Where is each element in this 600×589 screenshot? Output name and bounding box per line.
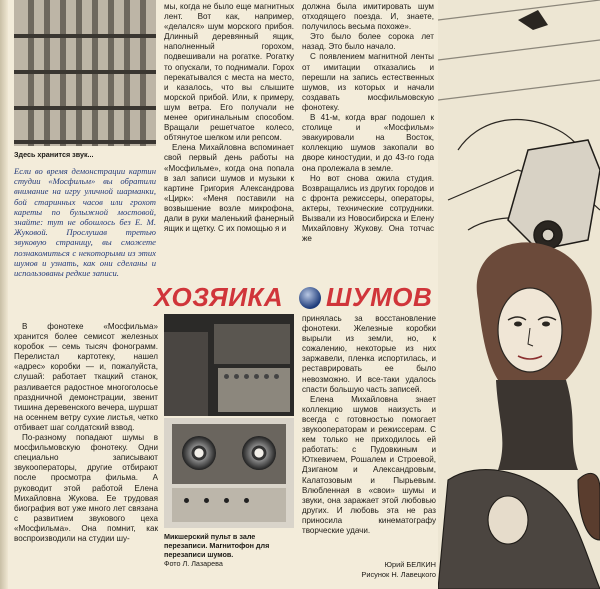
intro-italic-text: Если во время демонстрации картин студии «Мосфильм» вы обратили внимание на игру уличной шарманки, бой старинных часов или грохот кареты по булыжной мостовой, знайте: тут не обошлось без Е. М. Жуковой. Прослушав третью звуковую страницу, вы сможете познакомиться с некоторыми из этих шумов и узнать, как они сделаны и использованы редкие записи.	[14, 166, 156, 279]
column-2-top	[164, 2, 294, 234]
col1-paragraph-2: По-разному попадают шумы в мосфильмовскую фонотеку. Одни специально записывают звукооператоры, другие отбирают после просмотра фильма. А руководит этой работой Елена Михайловна Жукова. Ее трудовая биография вот уже много лет связана с развитием звукового цеха «Мосфильма». Она помнит, как воспроизводили на студии шу-	[14, 433, 158, 543]
byline-author: Юрий БЕЛКИН	[384, 560, 436, 569]
col2-paragraph-1: мы, когда не было еще магнитных лент. Вот как, например, «делался» шум морского прибоя. Длинный деревянный ящик, наполненный горохом, подвешивали на рогатке. Рогатку то опускали, то поднимали. Горох перекатывался с места на место, и казалось, что вы слышите морской прибой. Или, к примеру, шум ветра. Его получали не менее оригинальным способом. Вращали решетчатое колесо, обтянутое шелком или репсом.	[164, 2, 294, 143]
col3-paragraph-5: Но вот снова ожила студия. Возвращались из других городов и с фронта режиссеры, операторы, актеры, технические сотрудники. Вызвали из Новосибирска и Елену Михайловну Жукову. Она тотчас же	[302, 173, 434, 244]
archive-photo-caption: Здесь хранится звук...	[14, 150, 94, 159]
portrait-illustration	[438, 0, 600, 589]
mixer-console-photo	[164, 314, 294, 416]
illustration-drawing	[438, 0, 600, 589]
col3b-paragraph-1: принялась за восстановление фонотеки. Железные коробки вырыли из земли, но, к сожалению, некоторые из них заржавели, пленка испортилась, и реставрировать ее было невозможно. И все-таки удалось спасти большую часть записей.	[302, 314, 436, 394]
col3-paragraph-3: С появлением магнитной ленты от имитации отказались и перешли на запись естественных шумов, из которых и начали создавать мосфильмовскую фонотеку.	[302, 52, 434, 112]
col3b-paragraph-2: Елена Михайловна знает коллекцию шумов наизусть и всегда с готовностью помогает звукооператорам и режиссерам. С кем только не приходилось ей работать: с Пудовкиным и Юткевичем, Рошалем и Строевой, Дзиганом и Александровым, Калатозовым и Пырьевым. Влюбленная в «свои» шумы и звуки, она заражает этой любовью других. И любовь эта не раз приносила кинематографу творческие удачи.	[302, 394, 436, 535]
column-3-bottom	[302, 314, 436, 536]
byline-illustrator: Рисунок Н. Лавецкого	[361, 569, 436, 579]
title-word-2: ШУМОВ	[326, 282, 433, 312]
col3-paragraph-4: В 41-м, когда враг подошел к столице и «Мосфильм» эвакуировали на Восток, коллекцию шумов закопали во дворе киностудии, и до 43-го года она пролежала в земле.	[302, 113, 434, 173]
col1-paragraph-1: В фонотеке «Мосфильма» хранится более семисот железных коробок — семь тысяч фонограмм. Перелистал картотеку, нашел «адрес» коробки — и, пожалуйста, слушай: работает ткацкий станок, разливается радостное многоголосье праздничной демонстрации, звенит тишина деревенского вечера, шуршат на осеннем ветру сухие листья, четко отбивает шаг солдатский взвод.	[14, 322, 158, 432]
column-1-bottom	[14, 322, 158, 544]
article-title	[150, 282, 440, 316]
col3-paragraph-2: Это было более сорока лет назад. Это было начало.	[302, 32, 434, 52]
archive-photo	[14, 0, 156, 146]
title-word-1: ХОЗЯИКА	[154, 282, 284, 312]
photo-credit: Фото Л. Лазарева	[164, 559, 223, 568]
tape-recorder-photo	[164, 418, 294, 528]
col3-paragraph-1: должна была имитировать шум отходящего поезда. И, знаете, получилось весьма похоже».	[302, 2, 434, 32]
column-3-top	[302, 2, 434, 244]
globe-icon	[299, 287, 321, 309]
col2-paragraph-2: Елена Михайловна вспоминает свой первый день работы на «Мосфильме», когда она попала в зал записи шумов и музыки к картине Григория Александрова «Цирк»: «Меня поставили на возвышение возле микрофона, дали в руки маленький фанерный ящик и щетку. С их помощью я и	[164, 143, 294, 234]
byline	[336, 560, 436, 579]
mixer-photo-caption: Микшерский пульт в зале перезаписи. Магнитофон для перезаписи шумов.	[164, 532, 270, 559]
binding-edge	[0, 0, 8, 589]
